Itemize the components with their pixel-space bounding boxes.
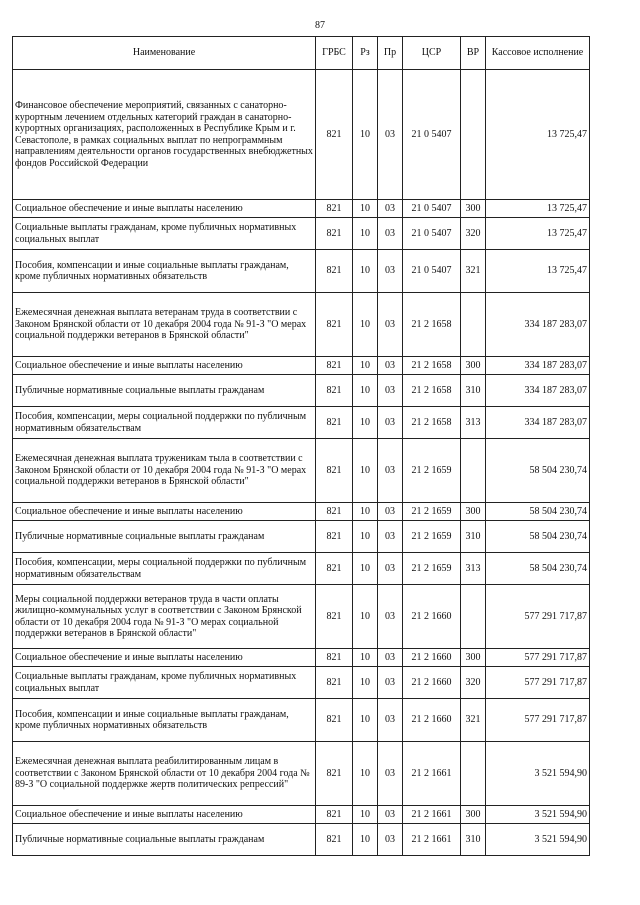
row-pr: 03 (378, 699, 403, 742)
row-name: Социальное обеспечение и иные выплаты населению (13, 649, 316, 667)
row-vr (461, 585, 486, 649)
row-vr: 310 (461, 824, 486, 856)
row-vr (461, 439, 486, 503)
row-amount: 577 291 717,87 (486, 667, 590, 699)
row-name: Ежемесячная денежная выплата труженикам тыла в соответствии с Законом Брянской области от 10 декабря 2004 года № 91-З "О мерах социальной поддержки ветеранов в Брянской области" (13, 439, 316, 503)
row-vr (461, 293, 486, 357)
row-name: Социальное обеспечение и иные выплаты населению (13, 200, 316, 218)
table-row (13, 521, 590, 553)
row-name: Социальное обеспечение и иные выплаты населению (13, 357, 316, 375)
row-csr: 21 2 1661 (403, 824, 461, 856)
table-row (13, 699, 590, 742)
row-vr: 300 (461, 503, 486, 521)
row-pr: 03 (378, 293, 403, 357)
row-pr: 03 (378, 553, 403, 585)
row-csr: 21 2 1660 (403, 585, 461, 649)
row-vr: 321 (461, 699, 486, 742)
row-vr: 320 (461, 218, 486, 250)
row-grbs: 821 (316, 200, 353, 218)
row-grbs: 821 (316, 503, 353, 521)
row-grbs: 821 (316, 824, 353, 856)
row-grbs: 821 (316, 439, 353, 503)
row-vr: 310 (461, 375, 486, 407)
row-csr: 21 2 1658 (403, 375, 461, 407)
table-row (13, 375, 590, 407)
row-name: Публичные нормативные социальные выплаты гражданам (13, 521, 316, 553)
row-amount: 334 187 283,07 (486, 357, 590, 375)
row-rz: 10 (353, 407, 378, 439)
row-rz: 10 (353, 667, 378, 699)
row-name: Публичные нормативные социальные выплаты гражданам (13, 375, 316, 407)
row-csr: 21 0 5407 (403, 70, 461, 200)
row-grbs: 821 (316, 218, 353, 250)
row-name: Ежемесячная денежная выплата ветеранам труда в соответствии с Законом Брянской области от 10 декабря 2004 года № 91-З "О мерах социальной поддержки ветеранов в Брянской области" (13, 293, 316, 357)
row-grbs: 821 (316, 407, 353, 439)
row-amount: 334 187 283,07 (486, 407, 590, 439)
table-row (13, 806, 590, 824)
row-pr: 03 (378, 218, 403, 250)
page-number: 87 (315, 20, 325, 31)
header-grbs: ГРБС (316, 37, 353, 70)
row-amount: 3 521 594,90 (486, 742, 590, 806)
row-name: Ежемесячная денежная выплата реабилитированным лицам в соответствии с Законом Брянской области от 10 декабря 2004 года № 89-З "О социальной поддержке жертв политических репрессий" (13, 742, 316, 806)
row-pr: 03 (378, 806, 403, 824)
row-grbs: 821 (316, 649, 353, 667)
table-row (13, 218, 590, 250)
row-csr: 21 2 1658 (403, 357, 461, 375)
row-pr: 03 (378, 521, 403, 553)
row-amount: 13 725,47 (486, 218, 590, 250)
row-vr: 300 (461, 806, 486, 824)
table-row (13, 70, 590, 200)
row-amount: 13 725,47 (486, 250, 590, 293)
row-grbs: 821 (316, 70, 353, 200)
row-rz: 10 (353, 742, 378, 806)
row-pr: 03 (378, 503, 403, 521)
header-vr: ВР (461, 37, 486, 70)
header-csr: ЦСР (403, 37, 461, 70)
row-vr: 313 (461, 553, 486, 585)
row-name: Пособия, компенсации, меры социальной поддержки по публичным нормативным обязательствам (13, 407, 316, 439)
row-rz: 10 (353, 200, 378, 218)
row-vr: 313 (461, 407, 486, 439)
table-row (13, 357, 590, 375)
row-amount: 3 521 594,90 (486, 806, 590, 824)
row-pr: 03 (378, 824, 403, 856)
row-grbs: 821 (316, 553, 353, 585)
row-rz: 10 (353, 375, 378, 407)
row-pr: 03 (378, 585, 403, 649)
row-vr: 300 (461, 357, 486, 375)
row-name: Пособия, компенсации и иные социальные выплаты гражданам, кроме публичных нормативных обязательств (13, 250, 316, 293)
row-name: Социальное обеспечение и иные выплаты населению (13, 503, 316, 521)
table-row (13, 824, 590, 856)
row-csr: 21 2 1660 (403, 699, 461, 742)
row-name: Пособия, компенсации, меры социальной поддержки по публичным нормативным обязательствам (13, 553, 316, 585)
row-rz: 10 (353, 293, 378, 357)
row-amount: 3 521 594,90 (486, 824, 590, 856)
table-row (13, 503, 590, 521)
row-grbs: 821 (316, 667, 353, 699)
row-rz: 10 (353, 649, 378, 667)
row-rz: 10 (353, 250, 378, 293)
table-body (13, 70, 590, 856)
row-grbs: 821 (316, 293, 353, 357)
row-pr: 03 (378, 742, 403, 806)
row-csr: 21 2 1660 (403, 649, 461, 667)
row-amount: 577 291 717,87 (486, 699, 590, 742)
row-vr: 300 (461, 200, 486, 218)
row-name: Пособия, компенсации и иные социальные выплаты гражданам, кроме публичных нормативных обязательств (13, 699, 316, 742)
row-name: Социальные выплаты гражданам, кроме публичных нормативных социальных выплат (13, 218, 316, 250)
row-pr: 03 (378, 667, 403, 699)
row-rz: 10 (353, 503, 378, 521)
row-vr: 310 (461, 521, 486, 553)
row-amount: 58 504 230,74 (486, 503, 590, 521)
row-vr: 320 (461, 667, 486, 699)
row-pr: 03 (378, 375, 403, 407)
table-header-row (13, 37, 590, 70)
row-name: Социальное обеспечение и иные выплаты населению (13, 806, 316, 824)
table-row (13, 553, 590, 585)
row-amount: 577 291 717,87 (486, 649, 590, 667)
row-csr: 21 2 1659 (403, 553, 461, 585)
header-name: Наименование (13, 37, 316, 70)
row-amount: 577 291 717,87 (486, 585, 590, 649)
row-rz: 10 (353, 699, 378, 742)
row-pr: 03 (378, 200, 403, 218)
row-rz: 10 (353, 553, 378, 585)
table-row (13, 250, 590, 293)
row-pr: 03 (378, 649, 403, 667)
budget-execution-table (12, 36, 590, 856)
row-csr: 21 2 1658 (403, 407, 461, 439)
row-name: Финансовое обеспечение мероприятий, связанных с санаторно-курортным лечением отдельных категорий граждан в санаторно-курортных организациях, расположенных в Республике Крым и г. Севастополе, в рамках социальных выплат по непрограммным направлениям деятельности органов государственных внебюджетных фондов Российской Федерации (13, 70, 316, 200)
row-csr: 21 2 1658 (403, 293, 461, 357)
row-amount: 58 504 230,74 (486, 439, 590, 503)
row-amount: 334 187 283,07 (486, 293, 590, 357)
header-rz: Рз (353, 37, 378, 70)
table-row (13, 742, 590, 806)
row-amount: 13 725,47 (486, 70, 590, 200)
row-csr: 21 0 5407 (403, 200, 461, 218)
row-vr: 300 (461, 649, 486, 667)
row-name: Социальные выплаты гражданам, кроме публичных нормативных социальных выплат (13, 667, 316, 699)
row-pr: 03 (378, 439, 403, 503)
row-amount: 334 187 283,07 (486, 375, 590, 407)
table-row (13, 407, 590, 439)
row-grbs: 821 (316, 585, 353, 649)
row-csr: 21 2 1659 (403, 521, 461, 553)
table-row (13, 585, 590, 649)
row-rz: 10 (353, 521, 378, 553)
row-rz: 10 (353, 357, 378, 375)
row-amount: 58 504 230,74 (486, 553, 590, 585)
row-csr: 21 0 5407 (403, 250, 461, 293)
row-csr: 21 2 1659 (403, 503, 461, 521)
row-rz: 10 (353, 439, 378, 503)
row-rz: 10 (353, 824, 378, 856)
header-amount: Кассовое исполнение (486, 37, 590, 70)
row-pr: 03 (378, 70, 403, 200)
table-row (13, 293, 590, 357)
row-grbs: 821 (316, 521, 353, 553)
table-row (13, 667, 590, 699)
row-csr: 21 2 1661 (403, 806, 461, 824)
row-csr: 21 0 5407 (403, 218, 461, 250)
row-amount: 58 504 230,74 (486, 521, 590, 553)
table-row (13, 200, 590, 218)
row-pr: 03 (378, 407, 403, 439)
row-grbs: 821 (316, 806, 353, 824)
row-vr: 321 (461, 250, 486, 293)
header-pr: Пр (378, 37, 403, 70)
row-grbs: 821 (316, 699, 353, 742)
row-rz: 10 (353, 218, 378, 250)
row-name: Публичные нормативные социальные выплаты гражданам (13, 824, 316, 856)
row-rz: 10 (353, 585, 378, 649)
row-grbs: 821 (316, 742, 353, 806)
row-grbs: 821 (316, 375, 353, 407)
row-csr: 21 2 1659 (403, 439, 461, 503)
row-amount: 13 725,47 (486, 200, 590, 218)
row-pr: 03 (378, 357, 403, 375)
row-csr: 21 2 1661 (403, 742, 461, 806)
row-csr: 21 2 1660 (403, 667, 461, 699)
row-rz: 10 (353, 806, 378, 824)
row-name: Меры социальной поддержки ветеранов труда в части оплаты жилищно-коммунальных услуг в соответствии с Законом Брянской области от 10 декабря 2004 года № 91-З "О мерах социальной поддержки ветеранов в Брянской области" (13, 585, 316, 649)
row-grbs: 821 (316, 357, 353, 375)
row-vr (461, 70, 486, 200)
table-row (13, 439, 590, 503)
row-pr: 03 (378, 250, 403, 293)
table-row (13, 649, 590, 667)
row-grbs: 821 (316, 250, 353, 293)
row-vr (461, 742, 486, 806)
row-rz: 10 (353, 70, 378, 200)
